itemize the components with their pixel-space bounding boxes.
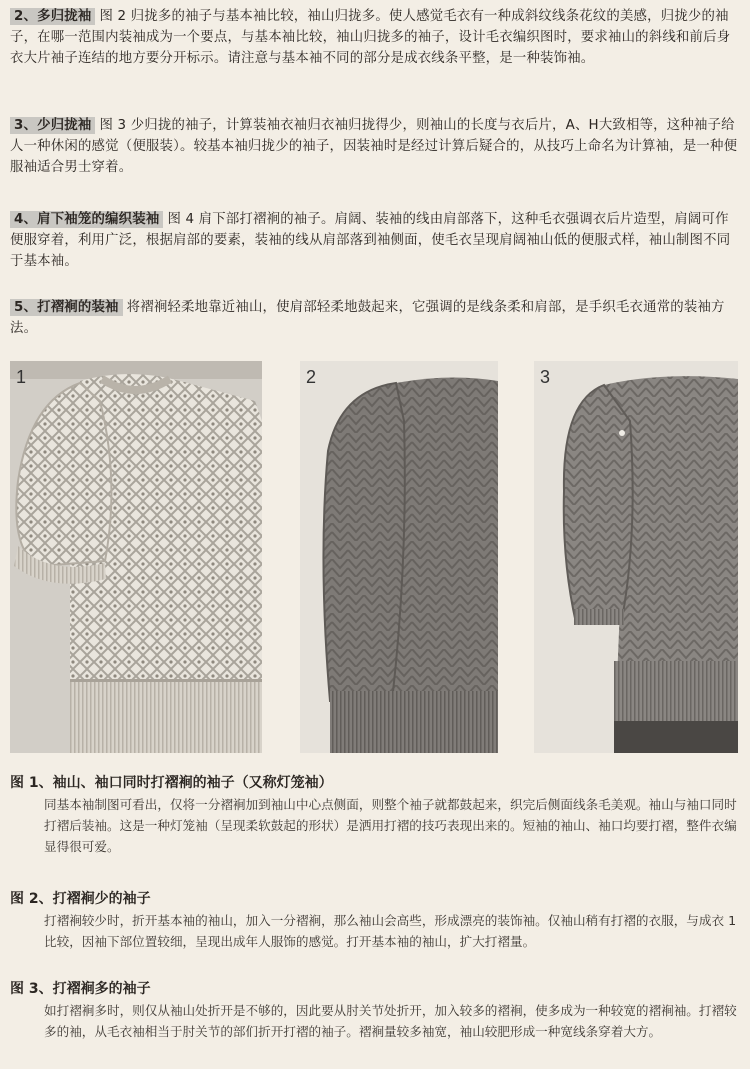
section-3 [10, 115, 738, 178]
sweater-less-pleat-image [300, 361, 498, 753]
section-2 [10, 6, 738, 69]
photo-1 [10, 361, 262, 753]
caption-body-1: 同基本袖制图可看出，仅将一分褶裥加到袖山中心点侧面，则整个袖子就都鼓起来，织完后侧面线条毛美观。袖山与袖口同时打褶后装袖。这是一种灯笼袖（呈现柔软鼓起的形状）是洒用打褶的技巧表现出来的。短袖的袖山、袖口均要打褶，整件衣编显得很可爱。 [44, 797, 737, 854]
photo-2 [300, 361, 498, 753]
caption-body-2: 打褶裥较少时，折开基本袖的袖山，加入一分褶裥，那么袖山会高些，形成漂亮的装饰袖。仅袖山稍有打褶的衣服，与成衣 1 比较，因袖下部位置较细，呈现出成年人服饰的感觉。打开基本袖的袖山，扩大打褶量。 [44, 913, 737, 949]
section-text: 图 3 少归拢的袖子，计算装袖衣袖归衣袖归拢得少，则袖山的长度与衣后片，A、H大致相等，这种袖子给人一种休闲的感觉（便服装）。较基本袖归拢少的袖子，因装袖时是经过计算后疑合的，从技巧上命名为计算袖，是一种便服袖适合男士穿着。 [10, 118, 738, 175]
section-text: 将褶裥轻柔地靠近袖山，使肩部轻柔地鼓起来，它强调的是线条柔和肩部，是手织毛衣通常的装袖方法。 [10, 300, 725, 336]
section-heading: 4、肩下袖笼的编织装袖 [10, 211, 163, 228]
section-4 [10, 209, 738, 272]
section-5 [10, 297, 738, 339]
photo-number: 3 [540, 367, 551, 387]
sweater-lantern-sleeve-image [10, 361, 262, 753]
section-heading: 3、少归拢袖 [10, 117, 95, 134]
caption-title-1: 图 1、袖山、袖口同时打褶裥的袖子（又称灯笼袖） [10, 775, 333, 791]
photo-number: 1 [16, 367, 27, 387]
caption-title-2: 图 2、打褶裥少的袖子 [10, 891, 151, 907]
caption-title-3: 图 3、打褶裥多的袖子 [10, 981, 151, 997]
sweater-more-pleat-image [534, 361, 738, 753]
section-text: 图 2 归拢多的袖子与基本袖比较，袖山归拢多。使人感觉毛衣有一种成斜纹线条花纹的美感，归拢少的袖子，在哪一范围内装袖成为一个要点，与基本袖比较，袖山归拢多的袖子，设计毛衣编织图时，要求袖山的斜线和前后身衣大片袖子连结的地方要分开标示。请注意与基本袖不同的部分是成衣线条平整，是一种装饰袖。 [10, 9, 731, 66]
section-heading: 5、打褶裥的装袖 [10, 299, 123, 316]
section-text: 图 4 肩下部打褶裥的袖子。肩阔、装袖的线由肩部落下，这种毛衣强调衣后片造型，肩阔可作便服穿着，利用广泛，根据肩部的要素，装袖的线从肩部落到袖侧面，使毛衣呈现肩阔袖山低的便服式样，袖山制图不同于基本袖。 [10, 212, 731, 269]
photo-3 [534, 361, 738, 753]
photo-number: 2 [306, 367, 317, 387]
section-heading: 2、多归拢袖 [10, 8, 95, 25]
caption-body-3: 如打褶裥多时，则仅从袖山处折开是不够的，因此要从肘关节处折开，加入较多的褶裥，使多成为一种较宽的褶裥袖。打褶较多的袖，从毛衣袖相当于肘关节的部们折开打褶的袖子。褶裥量较多袖宽，袖山较肥形成一种宽线条穿着大方。 [44, 1003, 737, 1039]
